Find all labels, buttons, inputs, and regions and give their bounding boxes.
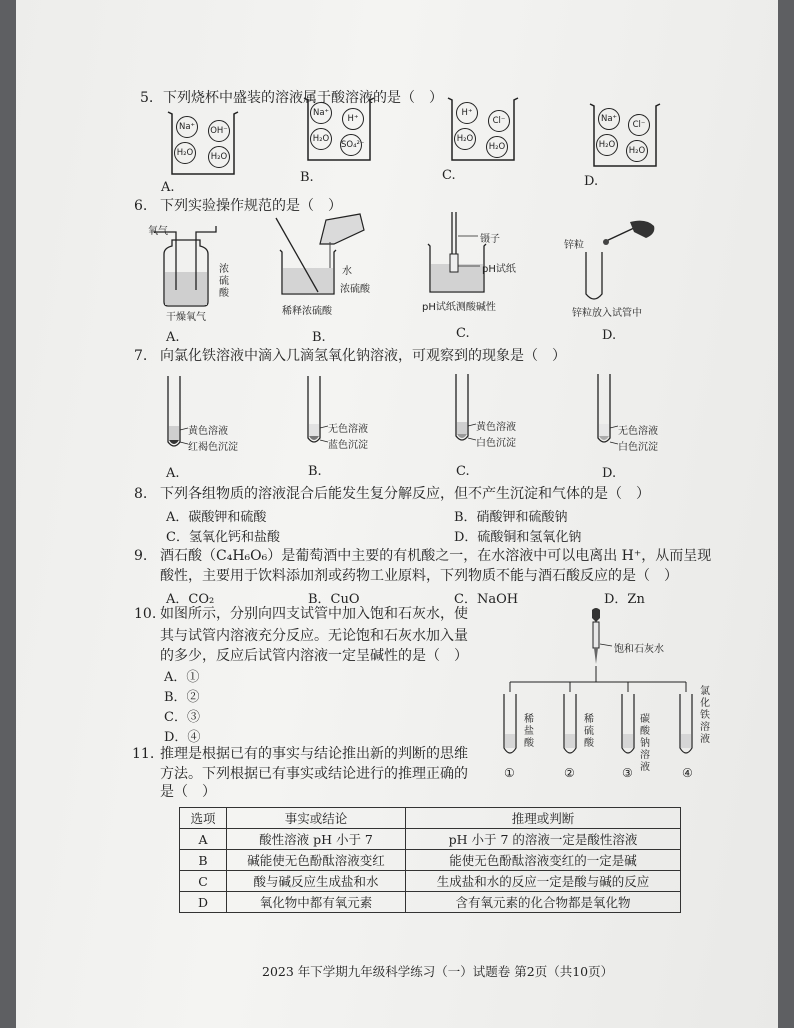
- q5-beaker-c: [446, 96, 520, 164]
- q5-beaker-d: [588, 102, 662, 170]
- table-cell: D: [180, 892, 227, 913]
- caption: 干燥氧气: [166, 312, 206, 323]
- paper-label: pH试纸: [482, 264, 516, 275]
- grain-label: 锌粒: [564, 240, 584, 251]
- q11-line2: 方法。下列根据已有事实或结论进行的推理正确的: [160, 766, 468, 782]
- q7-option-a[interactable]: A.: [166, 466, 180, 481]
- q8-option-d[interactable]: D．硫酸铜和氢氧化钠: [454, 530, 582, 545]
- ion-circle: H₂O: [208, 146, 230, 168]
- q7-stem: 向氯化铁溶液中滴入几滴氢氧化钠溶液，可观察到的现象是（ ）: [160, 348, 566, 364]
- acid-label: 浓硫酸: [340, 284, 370, 295]
- q5-option-d[interactable]: D.: [584, 174, 599, 189]
- q11-line3: 是（ ）: [160, 784, 216, 800]
- exam-page: [16, 0, 778, 1028]
- q6-option-c[interactable]: C.: [456, 326, 470, 341]
- table-cell: 酸性溶液 pH 小于 7: [227, 829, 406, 850]
- ion-circle: H₂O: [310, 128, 332, 150]
- q9-line1: 酒石酸（C₄H₆O₆）是葡萄酒中主要的有机酸之一，在水溶液中可以电离出 H⁺，从而呈现: [160, 548, 712, 564]
- q9-option-b[interactable]: B．CuO: [308, 592, 360, 607]
- header-cell: 事实或结论: [227, 808, 406, 829]
- header-cell: 选项: [180, 808, 227, 829]
- q10-figure: [500, 606, 720, 786]
- q5-option-b[interactable]: B.: [300, 170, 314, 185]
- q6-option-b[interactable]: B.: [312, 330, 326, 345]
- page-footer: 2023 年下学期九年级科学练习（一）试题卷 第2页（共10页）: [262, 964, 614, 979]
- caption: pH试纸测酸碱性: [422, 302, 496, 313]
- q9-option-c[interactable]: C．NaOH: [454, 592, 519, 607]
- q5-option-c[interactable]: C.: [442, 168, 456, 183]
- q8-option-c[interactable]: C．氢氧化钙和盐酸: [166, 530, 280, 545]
- table-cell: A: [180, 829, 227, 850]
- table-cell: 生成盐和水的反应一定是酸与碱的反应: [406, 871, 681, 892]
- q6-figure-c: [422, 210, 534, 314]
- table-cell: 能使无色酚酞溶液变红的一定是碱: [406, 850, 681, 871]
- table-cell: 氧化物中都有氧元素: [227, 892, 406, 913]
- caption: 稀释浓硫酸: [282, 306, 332, 317]
- q9-option-a[interactable]: A．CO₂: [166, 592, 215, 607]
- q6-option-d[interactable]: D.: [602, 328, 617, 343]
- q7-option-b[interactable]: B.: [308, 464, 322, 479]
- q6-figure-b: [274, 212, 384, 316]
- q8-number: 8.: [134, 486, 148, 502]
- table-row: [180, 850, 681, 871]
- table-cell: 酸与碱反应生成盐和水: [227, 871, 406, 892]
- dilution-setup-icon: [274, 212, 384, 316]
- q7-tube-b: [302, 374, 402, 458]
- ion-circle: H⁺: [342, 108, 364, 130]
- q7-tube-d: [592, 372, 692, 458]
- four-tubes-diagram: [500, 606, 720, 786]
- ion-circle: H₂O: [174, 142, 196, 164]
- q9-number: 9.: [134, 548, 148, 564]
- table-row: [180, 829, 681, 850]
- ion-circle: H₂O: [626, 140, 648, 162]
- q8-stem: 下列各组物质的溶液混合后能发生复分解反应，但不产生沉淀和气体的是（ ）: [160, 486, 650, 502]
- zinc-tube-icon: [564, 218, 664, 318]
- gas-label: 氧气: [148, 226, 168, 237]
- solution-label: 黄色溶液: [476, 422, 516, 433]
- table-row: [180, 871, 681, 892]
- q11-line1: 推理是根据已有的事实与结论推出新的判断的思维: [160, 746, 468, 762]
- header-cell: 推理或判断: [406, 808, 681, 829]
- tube-label: 碳酸钠溶液: [640, 714, 650, 773]
- q10-option-c[interactable]: C．③: [164, 710, 200, 725]
- ion-circle: SO₄²⁻: [340, 134, 362, 156]
- water-label: 水: [342, 266, 352, 277]
- q8-option-b[interactable]: B．硝酸钾和硫酸钠: [454, 510, 568, 525]
- ion-circle: H₂O: [596, 134, 618, 156]
- q10-number: 10.: [134, 606, 157, 622]
- precipitate-label: 蓝色沉淀: [328, 440, 368, 451]
- q10-line3: 的多少，反应后试管内溶液一定呈碱性的是（ ）: [160, 648, 468, 664]
- acid-label: 浓硫酸: [219, 264, 229, 299]
- q7-option-c[interactable]: C.: [456, 464, 470, 479]
- caption: 锌粒放入试管中: [572, 308, 642, 319]
- q5-beaker-b: [302, 96, 376, 164]
- q10-option-b[interactable]: B．②: [164, 690, 200, 705]
- tweezers-label: 镊子: [480, 234, 500, 245]
- ion-circle: Na⁺: [176, 116, 198, 138]
- solution-label: 黄色溶液: [188, 426, 228, 437]
- q7-option-d[interactable]: D.: [602, 466, 617, 481]
- tube-number: ②: [564, 766, 575, 780]
- q5-beaker-a: [166, 110, 240, 178]
- table-cell: pH 小于 7 的溶液一定是酸性溶液: [406, 829, 681, 850]
- tube-label: 氯化铁溶液: [700, 686, 710, 745]
- q5-option-a[interactable]: A.: [161, 180, 175, 195]
- q5-stem: 下列烧杯中盛装的溶液属于酸溶液的是（ ）: [163, 90, 443, 106]
- q9-option-d[interactable]: D．Zn: [604, 592, 645, 607]
- tube-number: ④: [682, 766, 693, 780]
- tube-label: 稀盐酸: [524, 714, 534, 749]
- precipitate-label: 白色沉淀: [476, 438, 516, 449]
- q11-table: [179, 807, 681, 913]
- q5-number: 5.: [140, 90, 154, 106]
- q7-number: 7.: [134, 348, 148, 364]
- ion-circle: H₂O: [454, 128, 476, 150]
- tube-number: ③: [622, 766, 633, 780]
- solution-label: 无色溶液: [328, 424, 368, 435]
- table-row: [180, 892, 681, 913]
- table-cell: C: [180, 871, 227, 892]
- table-cell: B: [180, 850, 227, 871]
- table-cell: 碱能使无色酚酞溶液变红: [227, 850, 406, 871]
- q9-line2: 酸性，主要用于饮料添加剂或药物工业原料，下列物质不能与酒石酸反应的是（ ）: [160, 568, 678, 584]
- q6-stem: 下列实验操作规范的是（ ）: [160, 198, 342, 214]
- q6-figure-d: [564, 218, 664, 318]
- precipitate-label: 白色沉淀: [618, 442, 658, 453]
- ion-circle: Na⁺: [598, 108, 620, 130]
- ion-circle: Na⁺: [310, 102, 332, 124]
- q6-number: 6.: [134, 198, 148, 214]
- tube-number: ①: [504, 766, 515, 780]
- ion-circle: Cl⁻: [488, 110, 510, 132]
- q7-tube-a: [162, 374, 262, 458]
- q10-option-d[interactable]: D．④: [164, 730, 201, 745]
- q10-line2: 其与试管内溶液充分反应。无论饱和石灰水加入量: [160, 628, 468, 644]
- tube-label: 稀硫酸: [584, 714, 594, 749]
- solution-label: 无色溶液: [618, 426, 658, 437]
- q10-option-a[interactable]: A．①: [164, 670, 200, 685]
- ion-circle: Cl⁻: [628, 114, 650, 136]
- q6-figure-a: [146, 220, 242, 323]
- precipitate-label: 红褐色沉淀: [188, 442, 238, 453]
- dropper-label: 饱和石灰水: [614, 644, 664, 655]
- q6-option-a[interactable]: A.: [166, 330, 180, 345]
- table-header-row: [180, 808, 681, 829]
- q7-tube-c: [450, 372, 550, 456]
- q10-line1: 如图所示，分别向四支试管中加入饱和石灰水，使: [160, 606, 468, 622]
- ion-circle: H₂O: [486, 136, 508, 158]
- ion-circle: H⁺: [456, 102, 478, 124]
- q11-number: 11.: [132, 746, 155, 762]
- q8-option-a[interactable]: A．碳酸钾和硫酸: [166, 510, 267, 525]
- table-cell: 含有氧元素的化合物都是氧化物: [406, 892, 681, 913]
- ion-circle: OH⁻: [208, 120, 230, 142]
